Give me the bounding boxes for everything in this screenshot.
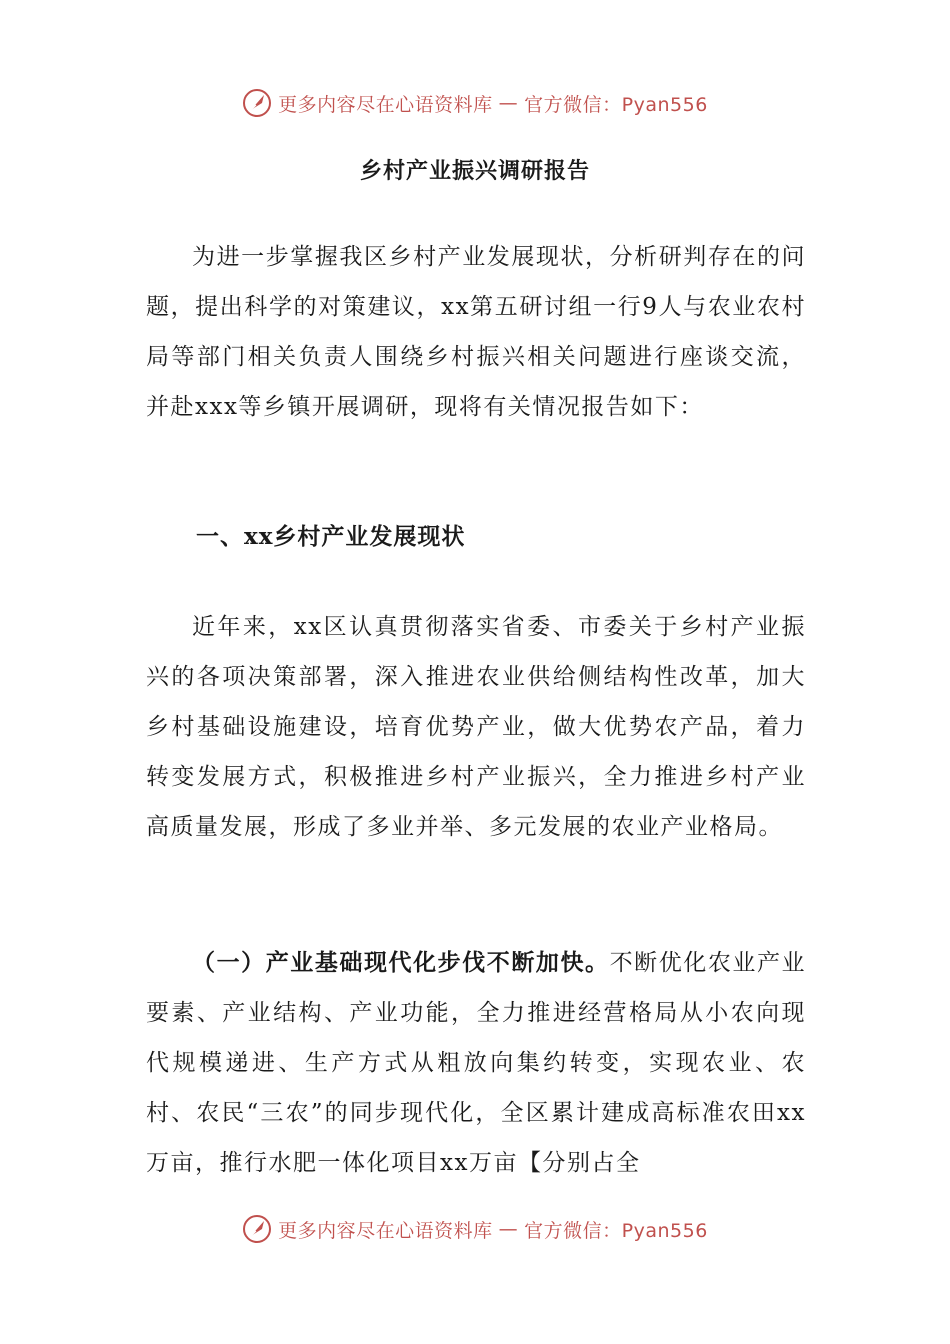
feather-pen-logo-icon <box>242 1214 272 1244</box>
watermark-suffix: 官方微信：Pyan556 <box>524 1219 708 1242</box>
section1-paragraph-block <box>146 602 806 852</box>
watermark-footer <box>0 1214 950 1244</box>
section1-paragraph: 近年来，xx区认真贯彻落实省委、市委关于乡村产业振兴的各项决策部署，深入推进农业供给侧结构性改革，加大乡村基础设施建设，培育优势产业，做大优势农产品，着力转变发展方式，积极推进乡村产业振兴，全力推进乡村产业高质量发展，形成了多业并举、多元发展的农业产业格局。 <box>146 614 806 840</box>
watermark-separator: — <box>498 92 519 114</box>
subsection1-paragraph <box>146 938 806 1188</box>
document-title: 乡村产业振兴调研报告 <box>359 158 590 184</box>
intro-paragraph: 为进一步掌握我区乡村产业发展现状，分析研判存在的问题，提出科学的对策建议，xx第五研讨组一行9人与农业农村局等部门相关负责人围绕乡村振兴相关问题进行座谈交流，并赴xxx等乡镇开展调研，现将有关情况报告如下： <box>146 244 806 420</box>
watermark-header <box>0 88 950 118</box>
section1-heading: 一、xx乡村产业发展现状 <box>196 523 466 550</box>
watermark-text: 更多内容尽在心语资料库 <box>278 93 493 116</box>
watermark-separator: — <box>498 1218 519 1240</box>
watermark-text: 更多内容尽在心语资料库 <box>278 1219 493 1242</box>
subsection1-body: 不断优化农业产业要素、产业结构、产业功能，全力推进经营格局从小农向现代规模递进、生产方式从粗放向集约转变，实现农业、农村、农民“三农”的同步现代化，全区累计建成高标准农田xx万亩，推行水肥一体化项目xx万亩【分别占全 <box>146 950 806 1176</box>
watermark-suffix: 官方微信：Pyan556 <box>524 93 708 116</box>
subsection1-paragraph-block <box>146 938 806 1188</box>
subsection1-lead: （一）产业基础现代化步伐不断加快。 <box>192 949 610 976</box>
feather-pen-logo-icon <box>242 88 272 118</box>
intro-paragraph-block <box>146 232 806 432</box>
